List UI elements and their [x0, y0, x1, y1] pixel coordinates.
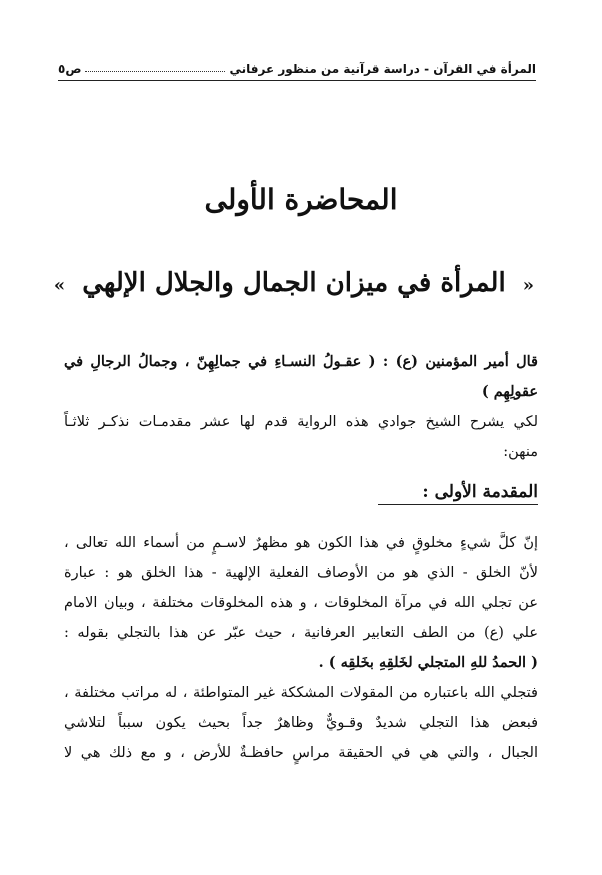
body-line: علي (ع) من الطف التعابير العرفانية ، حيث عبّر عن هذا بالتجلي بقوله :: [64, 625, 538, 641]
section-heading: المقدمة الأولى :: [378, 482, 538, 505]
intro-paragraph: [64, 347, 538, 467]
body-line: فبعض هذا التجلي شديدٌ وقـويٌّ وظاهرٌ جداً بحيث يكون سبباً لتلاشي: [64, 715, 538, 731]
intro-line: قال أمير المؤمنين (ع) : ( عقـولُ النسـاءِ في جمالِهِنّ ، وجمالُ الرجالِ في: [64, 353, 538, 370]
body-line: الجبال ، والتي هي في الحقيقة مراسٍ حافظـةٌ للأرض ، و مع ذلك هي لا: [64, 745, 538, 761]
body-line: لأنّ الخلق - الذي هو من الأوصاف الفعلية الإلهية - هذا الخلق هو : عبارة: [64, 565, 538, 581]
body-line: ( الحمدُ للهِ المتجلي لخَلقِهِ بخَلقِه ) .: [318, 654, 538, 671]
intro-line: منهن:: [503, 444, 538, 460]
body-line: إنّ كلَّ شيءٍ مخلوقٍ في هذا الكون هو مظهرٌ لاسـمٍ من أسماء الله تعالى ،: [64, 535, 538, 551]
body-paragraph: [64, 528, 538, 768]
running-header: [58, 62, 536, 81]
intro-line: لكي يشرح الشيخ جوادي هذه الرواية قدم لها عشر مقدمـات نذكـر ثلاثـاً: [64, 414, 538, 430]
title-ornament-right: «: [522, 275, 534, 296]
header-page-number: ص٥: [58, 62, 82, 76]
body-line: عن تجلي الله في مرآة المخلوقات ، و هذه المخلوقات مختلفة ، وبيان الامام: [64, 595, 538, 611]
header-dotted-leader: [85, 70, 225, 72]
header-title: المرأة في القرآن - دراسة قرآنية من منظور عرفاني: [229, 62, 536, 76]
main-title-text: المرأة في ميزان الجمال والجلال الإلهي: [82, 268, 506, 298]
intro-line: عقولِهِم ): [481, 383, 538, 400]
body-line: فتجلي الله باعتباره من المقولات المشككة غير المتواطئة ، له مراتب مختلفة ،: [64, 685, 538, 701]
lecture-title: المحاضرة الأولى: [204, 183, 398, 216]
title-ornament-left: »: [53, 275, 66, 296]
main-title: [53, 268, 542, 298]
